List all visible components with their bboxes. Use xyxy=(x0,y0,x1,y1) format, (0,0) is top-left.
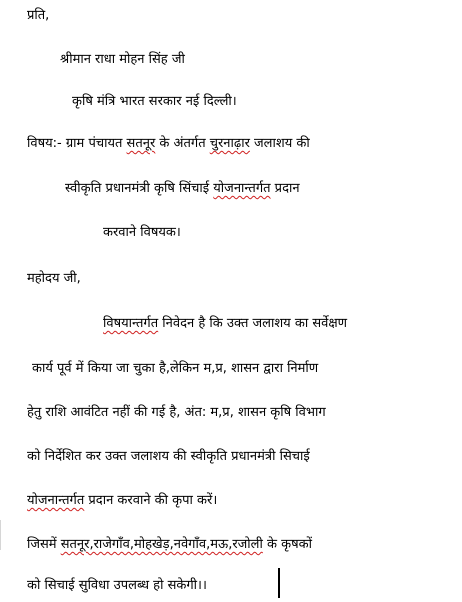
text-cursor xyxy=(278,568,280,598)
body-line-5 xyxy=(27,493,217,509)
body-line-1 xyxy=(103,316,347,332)
body-line6-villages: सतनूर,राजेगाँव,मोहखेड़,नवेगाँव,मऊ,रजोली xyxy=(60,537,263,552)
subject-mid: के अंतर्गत xyxy=(155,136,210,151)
subject-line-2 xyxy=(65,181,300,197)
body-line-4: को निर्देशित कर उक्त जलाशय की स्वीकृति प्रधानमंत्री सिचाई xyxy=(27,449,310,464)
body-line-7: को सिचाई सुविधा उपलब्ध हो सकेगी।। xyxy=(27,578,207,593)
body-line1-word: विषयान्तर्गत xyxy=(103,316,159,331)
body-line6-post: के कृषकों xyxy=(262,537,312,552)
subject-prefix: विषय:- ग्राम पंचायत xyxy=(27,136,127,151)
margin-mark xyxy=(0,520,1,550)
subject-line2-word: योजनान्तर्गत xyxy=(213,181,271,196)
subject-line2-pre: स्वीकृति प्रधानमंत्री कृषि सिंचाई xyxy=(65,181,214,196)
recipient-title: कृषि मंत्रि भारत सरकार नई दिल्ली। xyxy=(72,94,237,109)
body-line6-pre: जिसमें xyxy=(27,537,61,552)
salutation-to: प्रति, xyxy=(27,8,50,23)
subject-end: जलाशय की xyxy=(249,136,310,151)
subject-word-churnadhar: चुरनाढ़ार xyxy=(209,136,250,151)
subject-line-1 xyxy=(27,136,310,152)
greeting: महोदय जी, xyxy=(27,271,81,286)
body-line-2: कार्य पूर्व में किया जा चुका है,लेकिन म,प्र, शासन द्वारा निर्माण xyxy=(32,361,319,376)
body-line-3: हेतु राशि आवंटित नहीं की गई है, अंत: म,प्र, शासन कृषि विभाग xyxy=(27,405,326,420)
subject-word-satnur: सतनूर xyxy=(126,136,156,151)
body-line1-rest: निवेदन है कि उक्त जलाशय का सर्वेक्षण xyxy=(158,316,348,331)
subject-line-3: करवाने विषयक। xyxy=(103,225,181,240)
recipient-name: श्रीमान राधा मोहन सिंह जी xyxy=(60,52,185,67)
body-line5-rest: प्रदान करवाने की कृपा करें। xyxy=(84,493,218,508)
body-line-6 xyxy=(27,537,312,553)
body-line5-word: योजनान्तर्गत xyxy=(27,493,85,508)
subject-line2-post: प्रदान xyxy=(270,181,300,196)
